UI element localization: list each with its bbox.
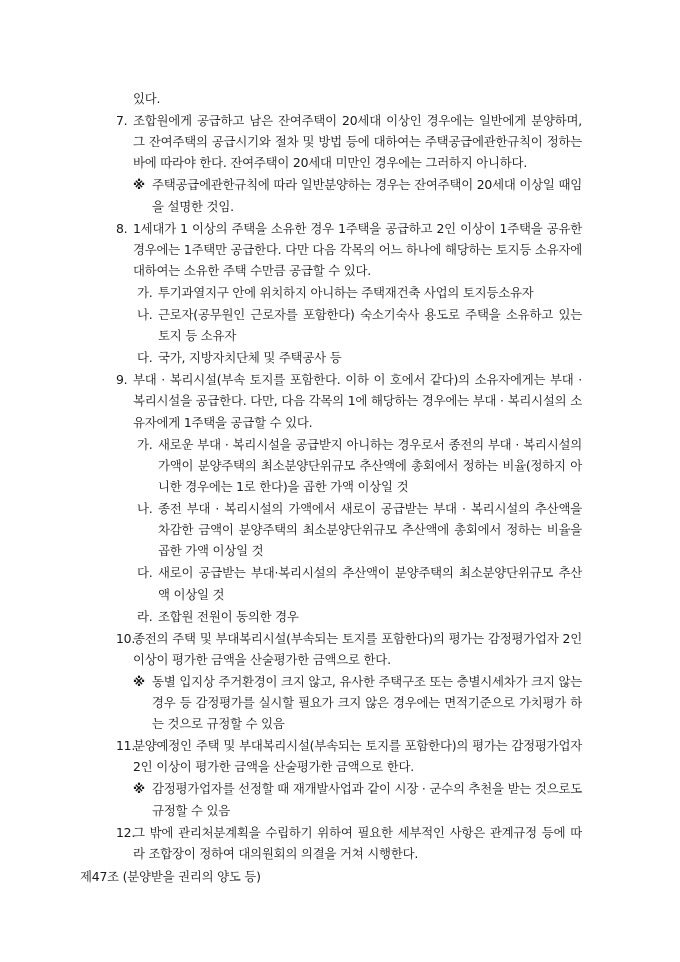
- note: [0, 778, 680, 820]
- item-text: 부대 · 복리시설(부속 토지를 포함한다. 이하 이 호에서 같다)의 소유자에게는 부대 · 복리시설을 공급한다. 다만, 다음 각목의 1에 해당하는 경우에는 부대 · 복리시설의 소유자에게 1주택을 공급할 수 있다.: [133, 372, 582, 430]
- sub-item-text: 투기과열지구 안에 위치하지 아니하는 주택재건축 사업의 토지등소유자: [158, 285, 534, 301]
- sub-item-text: 새로운 부대 · 복리시설을 공급받지 아니하는 경우로서 종전의 부대 · 복리시설의 가액이 분양주택의 최소분양단위규모 추산액에 총회에서 정하는 비율(정하지 아니한 경우에는 1로 한다)을 곱한 가액 이상일 것: [158, 436, 582, 495]
- sub-item-label: 가.: [137, 436, 153, 452]
- sub-item: [0, 434, 680, 498]
- note-text: 동별 입지상 주거환경이 크지 않고, 유사한 주택구조 또는 층별시세차가 크지 않는 경우 등 감정평가를 실시할 필요가 크지 않은 경우에는 면적기준으로 가치평가 하는 것으로 규정할 수 있음: [152, 673, 582, 732]
- item-number: 9.: [116, 372, 128, 388]
- sub-item-text: 국가, 지방자치단체 및 주택공사 등: [158, 350, 342, 366]
- list-item: [0, 369, 680, 433]
- reference-mark-icon: ※: [133, 177, 145, 193]
- sub-item: [0, 562, 680, 604]
- sub-item-text: 새로이 공급받는 부대·복리시설의 추산액이 분양주택의 최소분양단위규모 추산액 이상일 것: [158, 565, 582, 602]
- sub-item: [0, 347, 680, 368]
- reference-mark-icon: ※: [133, 673, 145, 689]
- note-text: 주택공급에관한규칙에 따라 일반분양하는 경우는 잔여주택이 20세대 이상일 때임을 설명한 것임.: [152, 177, 582, 214]
- item-number: 7.: [116, 113, 128, 128]
- item-number: 8.: [116, 220, 128, 236]
- item-number: 12.: [116, 824, 136, 840]
- sub-item: [0, 282, 680, 303]
- note-text: 감정평가업자를 선정할 때 재개발사업과 같이 시장 · 군수의 추천을 받는 것으로도 규정할 수 있음: [152, 781, 582, 818]
- list-item: [0, 628, 680, 670]
- sub-item-text: 종전 부대 · 복리시설의 가액에서 새로이 공급받는 부대 · 복리시설의 추산액을 차감한 금액이 분양주택의 최소분양단위규모 추산액에 총회에서 정하는 비율을 곱한 가액 이상일 것: [158, 501, 582, 559]
- note: [0, 671, 680, 735]
- list-item: [0, 822, 680, 864]
- reference-mark-icon: ※: [133, 781, 145, 797]
- sub-item-label: 가.: [137, 285, 153, 301]
- sub-item-text: 조합원 전원이 동의한 경우: [158, 608, 299, 624]
- continued-text: 있다.: [133, 91, 161, 106]
- sub-item-label: 다.: [137, 565, 153, 581]
- item-text: 종전의 주택 및 부대복리시설(부속되는 토지를 포함한다)의 평가는 감정평가업자 2인 이상이 평가한 금액을 산술평가한 금액으로 한다.: [133, 630, 582, 667]
- list-item: [0, 110, 680, 174]
- item-text: 그 밖에 관리처분계획을 수립하기 위하여 필요한 세부적인 사항은 관계규정 등에 따라 조합장이 정하여 대의원회의 의결을 거쳐 시행한다.: [133, 824, 582, 861]
- list-item: [0, 735, 680, 777]
- list-item: [0, 218, 680, 282]
- item-text: 1세대가 1 이상의 주택을 소유한 경우 1주택을 공급하고 2인 이상이 1주택을 공유한 경우에는 1주택만 공급한다. 다만 다음 각목의 어느 하나에 해당하는 토지등 소유자에 대하여는 소유한 주택 수만큼 공급할 수 있다.: [133, 220, 582, 279]
- sub-item: [0, 304, 680, 346]
- sub-item-text: 근로자(공무원인 근로자를 포함한다) 숙소기숙사 용도로 주택을 소유하고 있는 토지 등 소유자: [158, 307, 582, 344]
- sub-item: [0, 606, 680, 627]
- sub-item: [0, 498, 680, 562]
- item-number: 11.: [116, 738, 136, 754]
- article-heading: 제47조 (분양받을 권리의 양도 등): [80, 869, 261, 885]
- sub-item-label: 라.: [137, 608, 153, 624]
- sub-item-label: 나.: [137, 501, 153, 517]
- sub-item-label: 다.: [137, 350, 153, 366]
- item-text: 조합원에게 공급하고 남은 잔여주택이 20세대 이상인 경우에는 일반에게 분양하며, 그 잔여주택의 공급시기와 절차 및 방법 등에 대하여는 주택공급에관한규칙이 정하는 바에 따라야 한다. 잔여주택이 20세대 미만인 경우에는 그러하지 아니하다.: [133, 113, 582, 171]
- item-text: 분양예정인 주택 및 부대복리시설(부속되는 토지를 포함한다)의 평가는 감정평가업자 2인 이상이 평가한 금액을 산술평가한 금액으로 한다.: [133, 738, 582, 775]
- item-number: 10.: [116, 630, 136, 646]
- note: [0, 174, 680, 216]
- sub-item-label: 나.: [137, 307, 153, 323]
